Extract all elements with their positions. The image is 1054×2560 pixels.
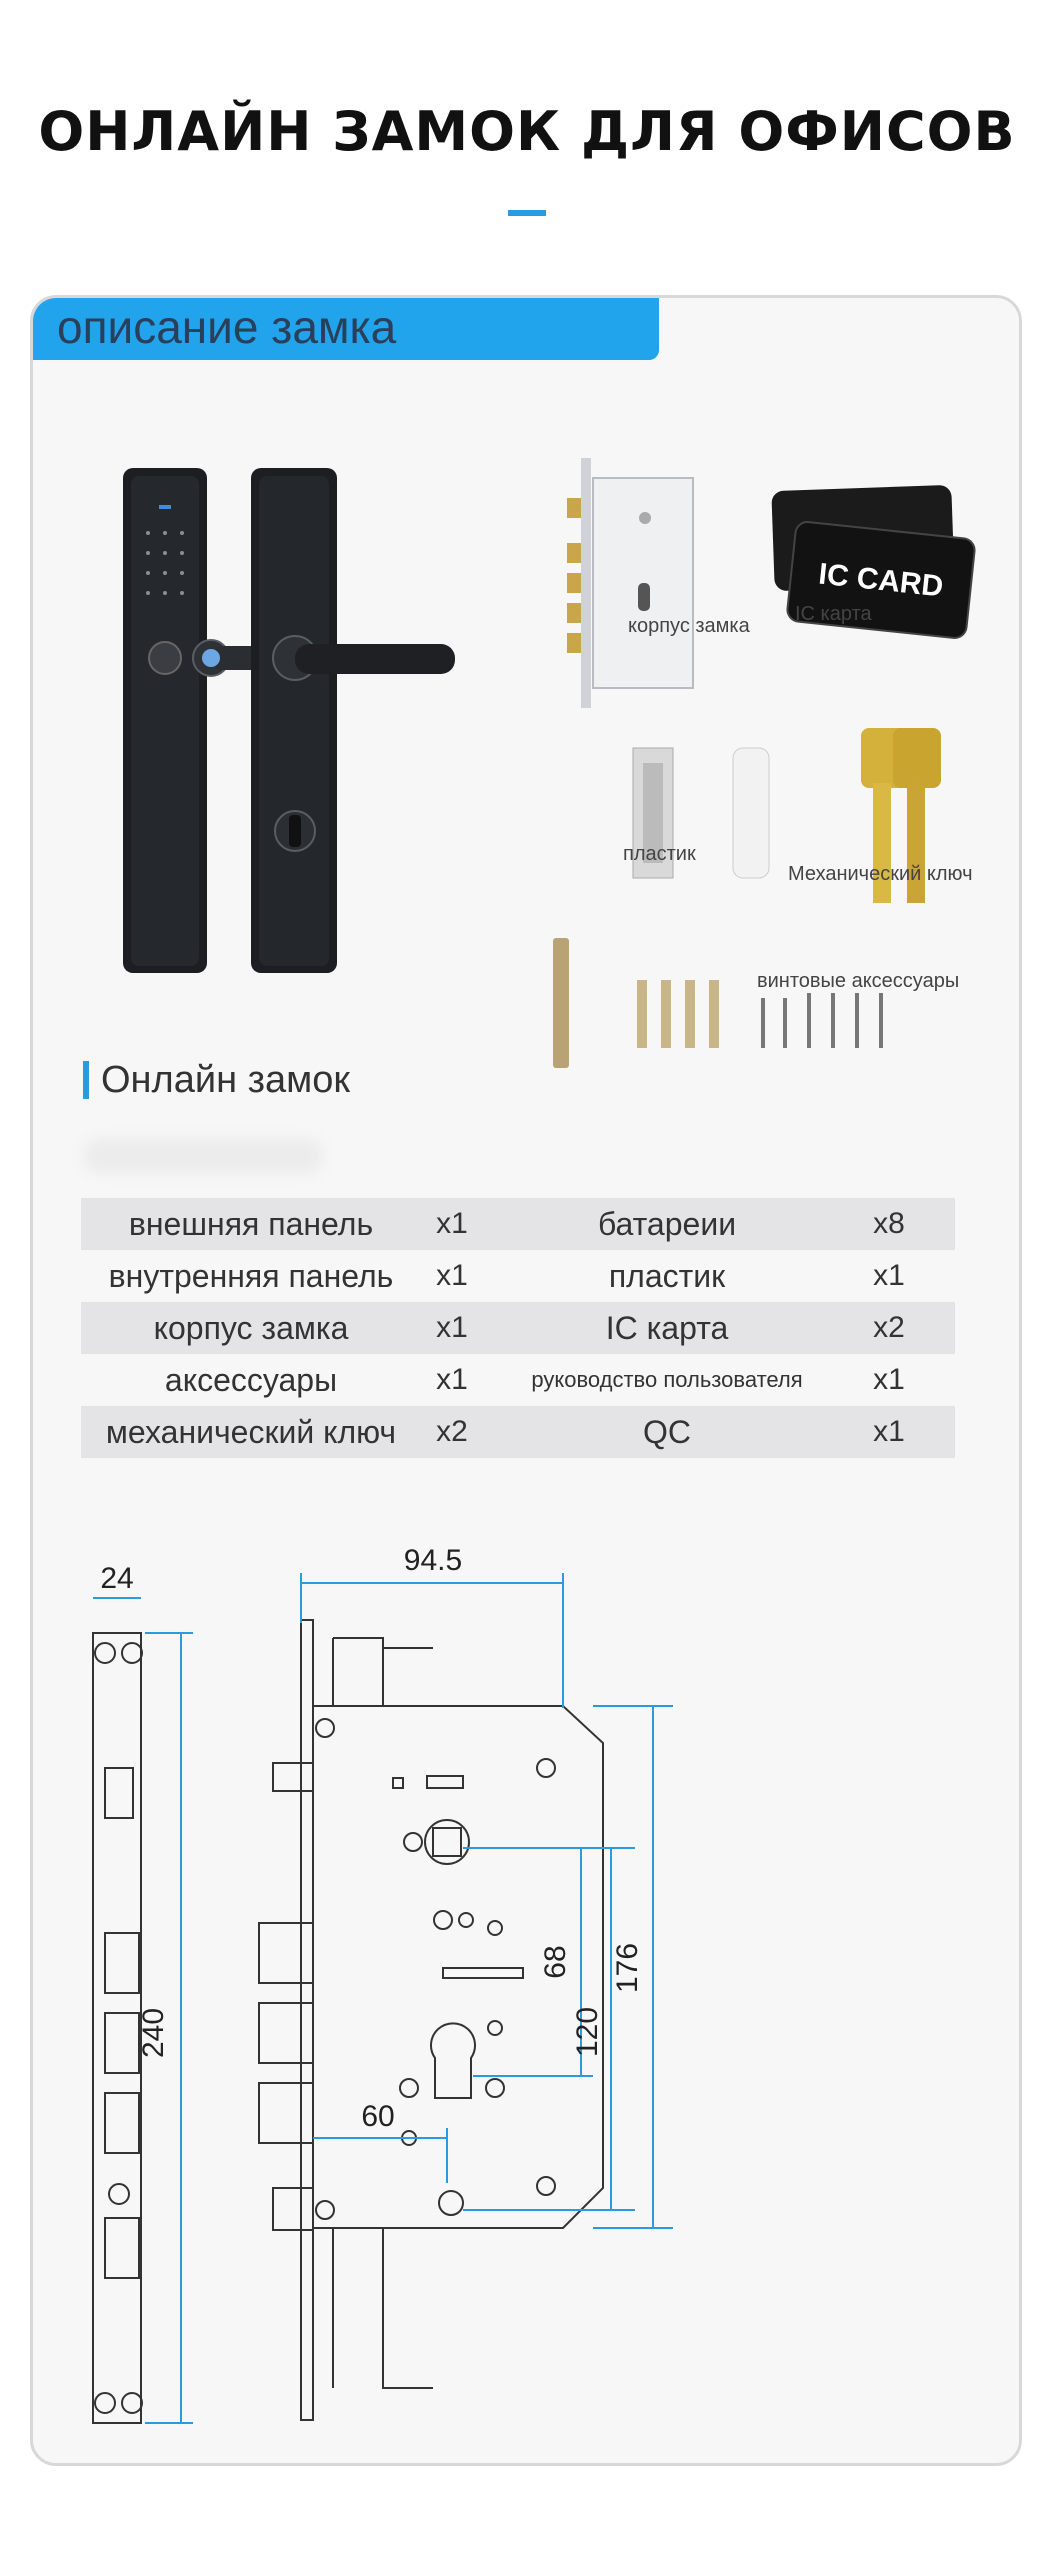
screw-accessories-image <box>553 938 881 1068</box>
item-name: корпус замка <box>153 1310 349 1346</box>
item-qty: x1 <box>436 1311 468 1344</box>
item-qty: x1 <box>873 1259 905 1292</box>
dimension-drawing <box>33 1528 1019 2466</box>
table-row <box>81 1198 955 1250</box>
banner-title: описание замка <box>57 301 397 353</box>
item-name: батареии <box>597 1206 737 1242</box>
table-row <box>81 1406 955 1458</box>
table-row <box>81 1302 955 1354</box>
dim-backset: 60 <box>361 2100 395 2133</box>
banner <box>33 298 659 360</box>
table-row <box>81 1250 955 1302</box>
ic-card-label: IC карта <box>795 603 872 625</box>
item-name: аксессуары <box>164 1362 338 1398</box>
mechanical-key-label: Механический ключ <box>788 863 973 885</box>
lock-body-label: корпус замка <box>628 615 750 637</box>
section-heading <box>83 1058 350 1102</box>
dim-120: 120 <box>571 2006 604 2058</box>
item-name: QC <box>643 1414 691 1450</box>
ic-card-print: IC CARD <box>817 557 945 604</box>
outer-panel-image <box>123 468 273 973</box>
item-qty: x1 <box>436 1207 468 1240</box>
plastic-label: пластик <box>623 843 696 865</box>
item-qty: x1 <box>436 1363 468 1396</box>
description-card <box>30 295 1022 2466</box>
item-qty: x8 <box>873 1207 905 1240</box>
item-qty: x2 <box>436 1415 468 1448</box>
lock-body-image <box>567 458 693 708</box>
dim-plate-height: 240 <box>137 2007 170 2059</box>
item-name: IC карта <box>605 1310 729 1346</box>
item-qty: x2 <box>873 1311 905 1344</box>
item-name: пластик <box>608 1258 726 1294</box>
section-heading-bar <box>83 1061 89 1099</box>
page-title: ОНЛАЙН ЗАМОК ДЛЯ ОФИСОВ <box>38 100 1016 163</box>
blurred-text <box>83 1138 323 1174</box>
screw-accessories-label: винтовые аксессуары <box>757 970 960 992</box>
item-name: механический ключ <box>105 1414 397 1450</box>
item-qty: x1 <box>436 1259 468 1292</box>
item-name: внешняя панель <box>128 1206 374 1242</box>
item-qty: x1 <box>873 1415 905 1448</box>
item-name: внутренняя панель <box>108 1258 394 1294</box>
item-qty: x1 <box>873 1363 905 1396</box>
item-name: руководство пользователя <box>531 1367 803 1392</box>
dim-176: 176 <box>611 1942 644 1994</box>
inner-panel-image <box>251 468 455 973</box>
title-accent-dash <box>508 210 546 216</box>
dim-body-width: 94.5 <box>403 1544 463 1577</box>
section-heading-text: Онлайн замок <box>101 1058 351 1101</box>
package-contents-table <box>81 1198 955 1458</box>
table-row <box>81 1354 955 1406</box>
dim-68: 68 <box>539 1945 572 1979</box>
products-illustration <box>33 368 1019 1128</box>
faceplate-outline <box>93 1633 141 2423</box>
dim-plate-width: 24 <box>100 1562 134 1595</box>
